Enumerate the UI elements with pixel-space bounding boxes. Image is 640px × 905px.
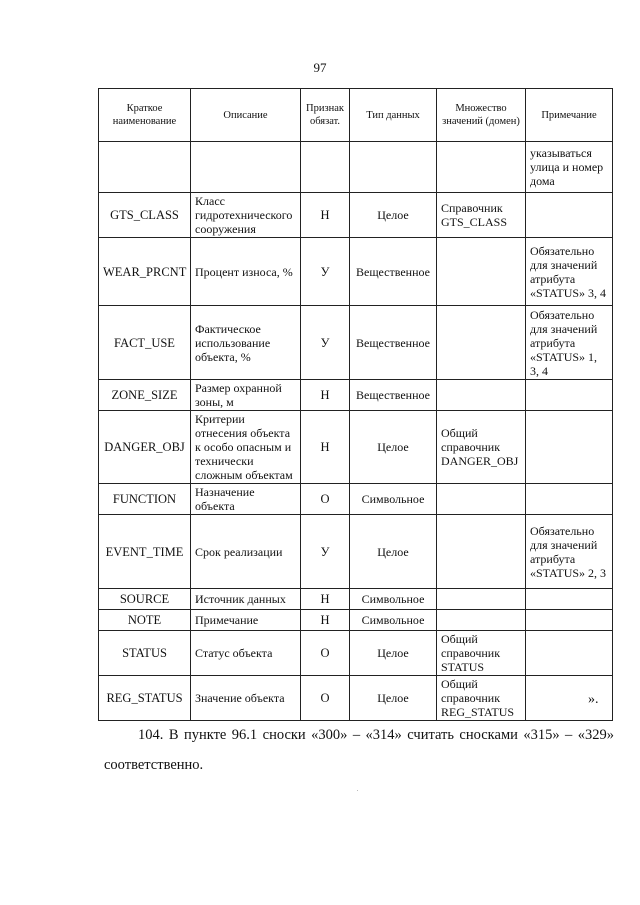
header-short-name: Краткое наименование (99, 89, 191, 142)
cell-description: Процент износа, % (191, 238, 301, 306)
cell-required: О (301, 676, 350, 721)
cell-name: REG_STATUS (99, 676, 191, 721)
cell-required: О (301, 484, 350, 515)
cell-note (526, 380, 613, 411)
cell-type: Целое (350, 631, 437, 676)
cell-description: Примечание (191, 610, 301, 631)
cell-domain (437, 589, 526, 610)
cell-note (526, 589, 613, 610)
cell-name: DANGER_OBJ (99, 411, 191, 484)
cell-description: Размер охранной зоны, м (191, 380, 301, 411)
cell-description: Назначение объекта (191, 484, 301, 515)
cell-note: Обязательно для значений атрибута «STATUS» 1, 3, 4 (526, 306, 613, 380)
cell-required: У (301, 306, 350, 380)
cell-name (99, 142, 191, 193)
cell-required: Н (301, 411, 350, 484)
cell-required: Н (301, 610, 350, 631)
table-row (99, 610, 613, 631)
cell-note (526, 193, 613, 238)
header-required-flag: Признак обязат. (301, 89, 350, 142)
table-row (99, 484, 613, 515)
table-row (99, 631, 613, 676)
table-row (99, 515, 613, 589)
cell-name: ZONE_SIZE (99, 380, 191, 411)
header-value-domain: Множество значений (домен) (437, 89, 526, 142)
cell-domain (437, 380, 526, 411)
cell-type: Вещественное (350, 306, 437, 380)
cell-name: FUNCTION (99, 484, 191, 515)
cell-note (526, 631, 613, 676)
cell-description: Класс гидротехнического сооружения (191, 193, 301, 238)
cell-name: WEAR_PRCNT (99, 238, 191, 306)
cell-required: Н (301, 193, 350, 238)
cell-domain: Справочник GTS_CLASS (437, 193, 526, 238)
amendment-paragraph: 104. В пункте 96.1 сноски «300» – «314» считать сносками «315» – «329» соответственно. (104, 727, 614, 773)
cell-note (526, 676, 613, 721)
cell-domain: Общий справочник STATUS (437, 631, 526, 676)
header-description: Описание (191, 89, 301, 142)
cell-domain (437, 484, 526, 515)
cell-type (350, 142, 437, 193)
cell-name: FACT_USE (99, 306, 191, 380)
cell-note: Обязательно для значений атрибута «STATUS» 2, 3 (526, 515, 613, 589)
cell-note (526, 610, 613, 631)
cell-description: Критерии отнесения объекта к особо опасным и технически сложным объектам (191, 411, 301, 484)
cell-domain: Общий справочник REG_STATUS (437, 676, 526, 721)
cell-name: STATUS (99, 631, 191, 676)
table-row (99, 380, 613, 411)
cell-description: Срок реализации (191, 515, 301, 589)
cell-required (301, 142, 350, 193)
table-row (99, 142, 613, 193)
cell-type: Вещественное (350, 238, 437, 306)
page-number: 97 (313, 60, 327, 75)
header-note: Примечание (526, 89, 613, 142)
cell-type: Символьное (350, 610, 437, 631)
cell-type: Целое (350, 676, 437, 721)
cell-required: Н (301, 589, 350, 610)
header-data-type: Тип данных (350, 89, 437, 142)
cell-required: У (301, 515, 350, 589)
cell-domain (437, 515, 526, 589)
cell-type: Вещественное (350, 380, 437, 411)
cell-type: Символьное (350, 484, 437, 515)
cell-required: О (301, 631, 350, 676)
scan-speck (357, 790, 358, 791)
table-row (99, 306, 613, 380)
cell-type: Целое (350, 515, 437, 589)
cell-name: GTS_CLASS (99, 193, 191, 238)
table-row (99, 238, 613, 306)
cell-description: Значение объекта (191, 676, 301, 721)
attribute-table (98, 88, 613, 721)
cell-name: EVENT_TIME (99, 515, 191, 589)
table-header-row (99, 89, 613, 142)
cell-note: указываться улица и номер дома (526, 142, 613, 193)
cell-required: Н (301, 380, 350, 411)
cell-required: У (301, 238, 350, 306)
cell-domain (437, 142, 526, 193)
cell-domain (437, 306, 526, 380)
table-row (99, 589, 613, 610)
table-row (99, 411, 613, 484)
cell-name: NOTE (99, 610, 191, 631)
cell-type: Символьное (350, 589, 437, 610)
cell-domain (437, 610, 526, 631)
cell-description: Статус объекта (191, 631, 301, 676)
cell-description (191, 142, 301, 193)
cell-type: Целое (350, 411, 437, 484)
cell-domain: Общий справочник DANGER_OBJ (437, 411, 526, 484)
cell-note: Обязательно для значений атрибута «STATUS» 3, 4 (526, 238, 613, 306)
cell-note (526, 484, 613, 515)
cell-domain (437, 238, 526, 306)
cell-description: Источник данных (191, 589, 301, 610)
cell-type: Целое (350, 193, 437, 238)
closing-quote: ». (588, 692, 599, 707)
table-row (99, 676, 613, 721)
cell-description: Фактическое использование объекта, % (191, 306, 301, 380)
cell-note (526, 411, 613, 484)
cell-name: SOURCE (99, 589, 191, 610)
table-row (99, 193, 613, 238)
